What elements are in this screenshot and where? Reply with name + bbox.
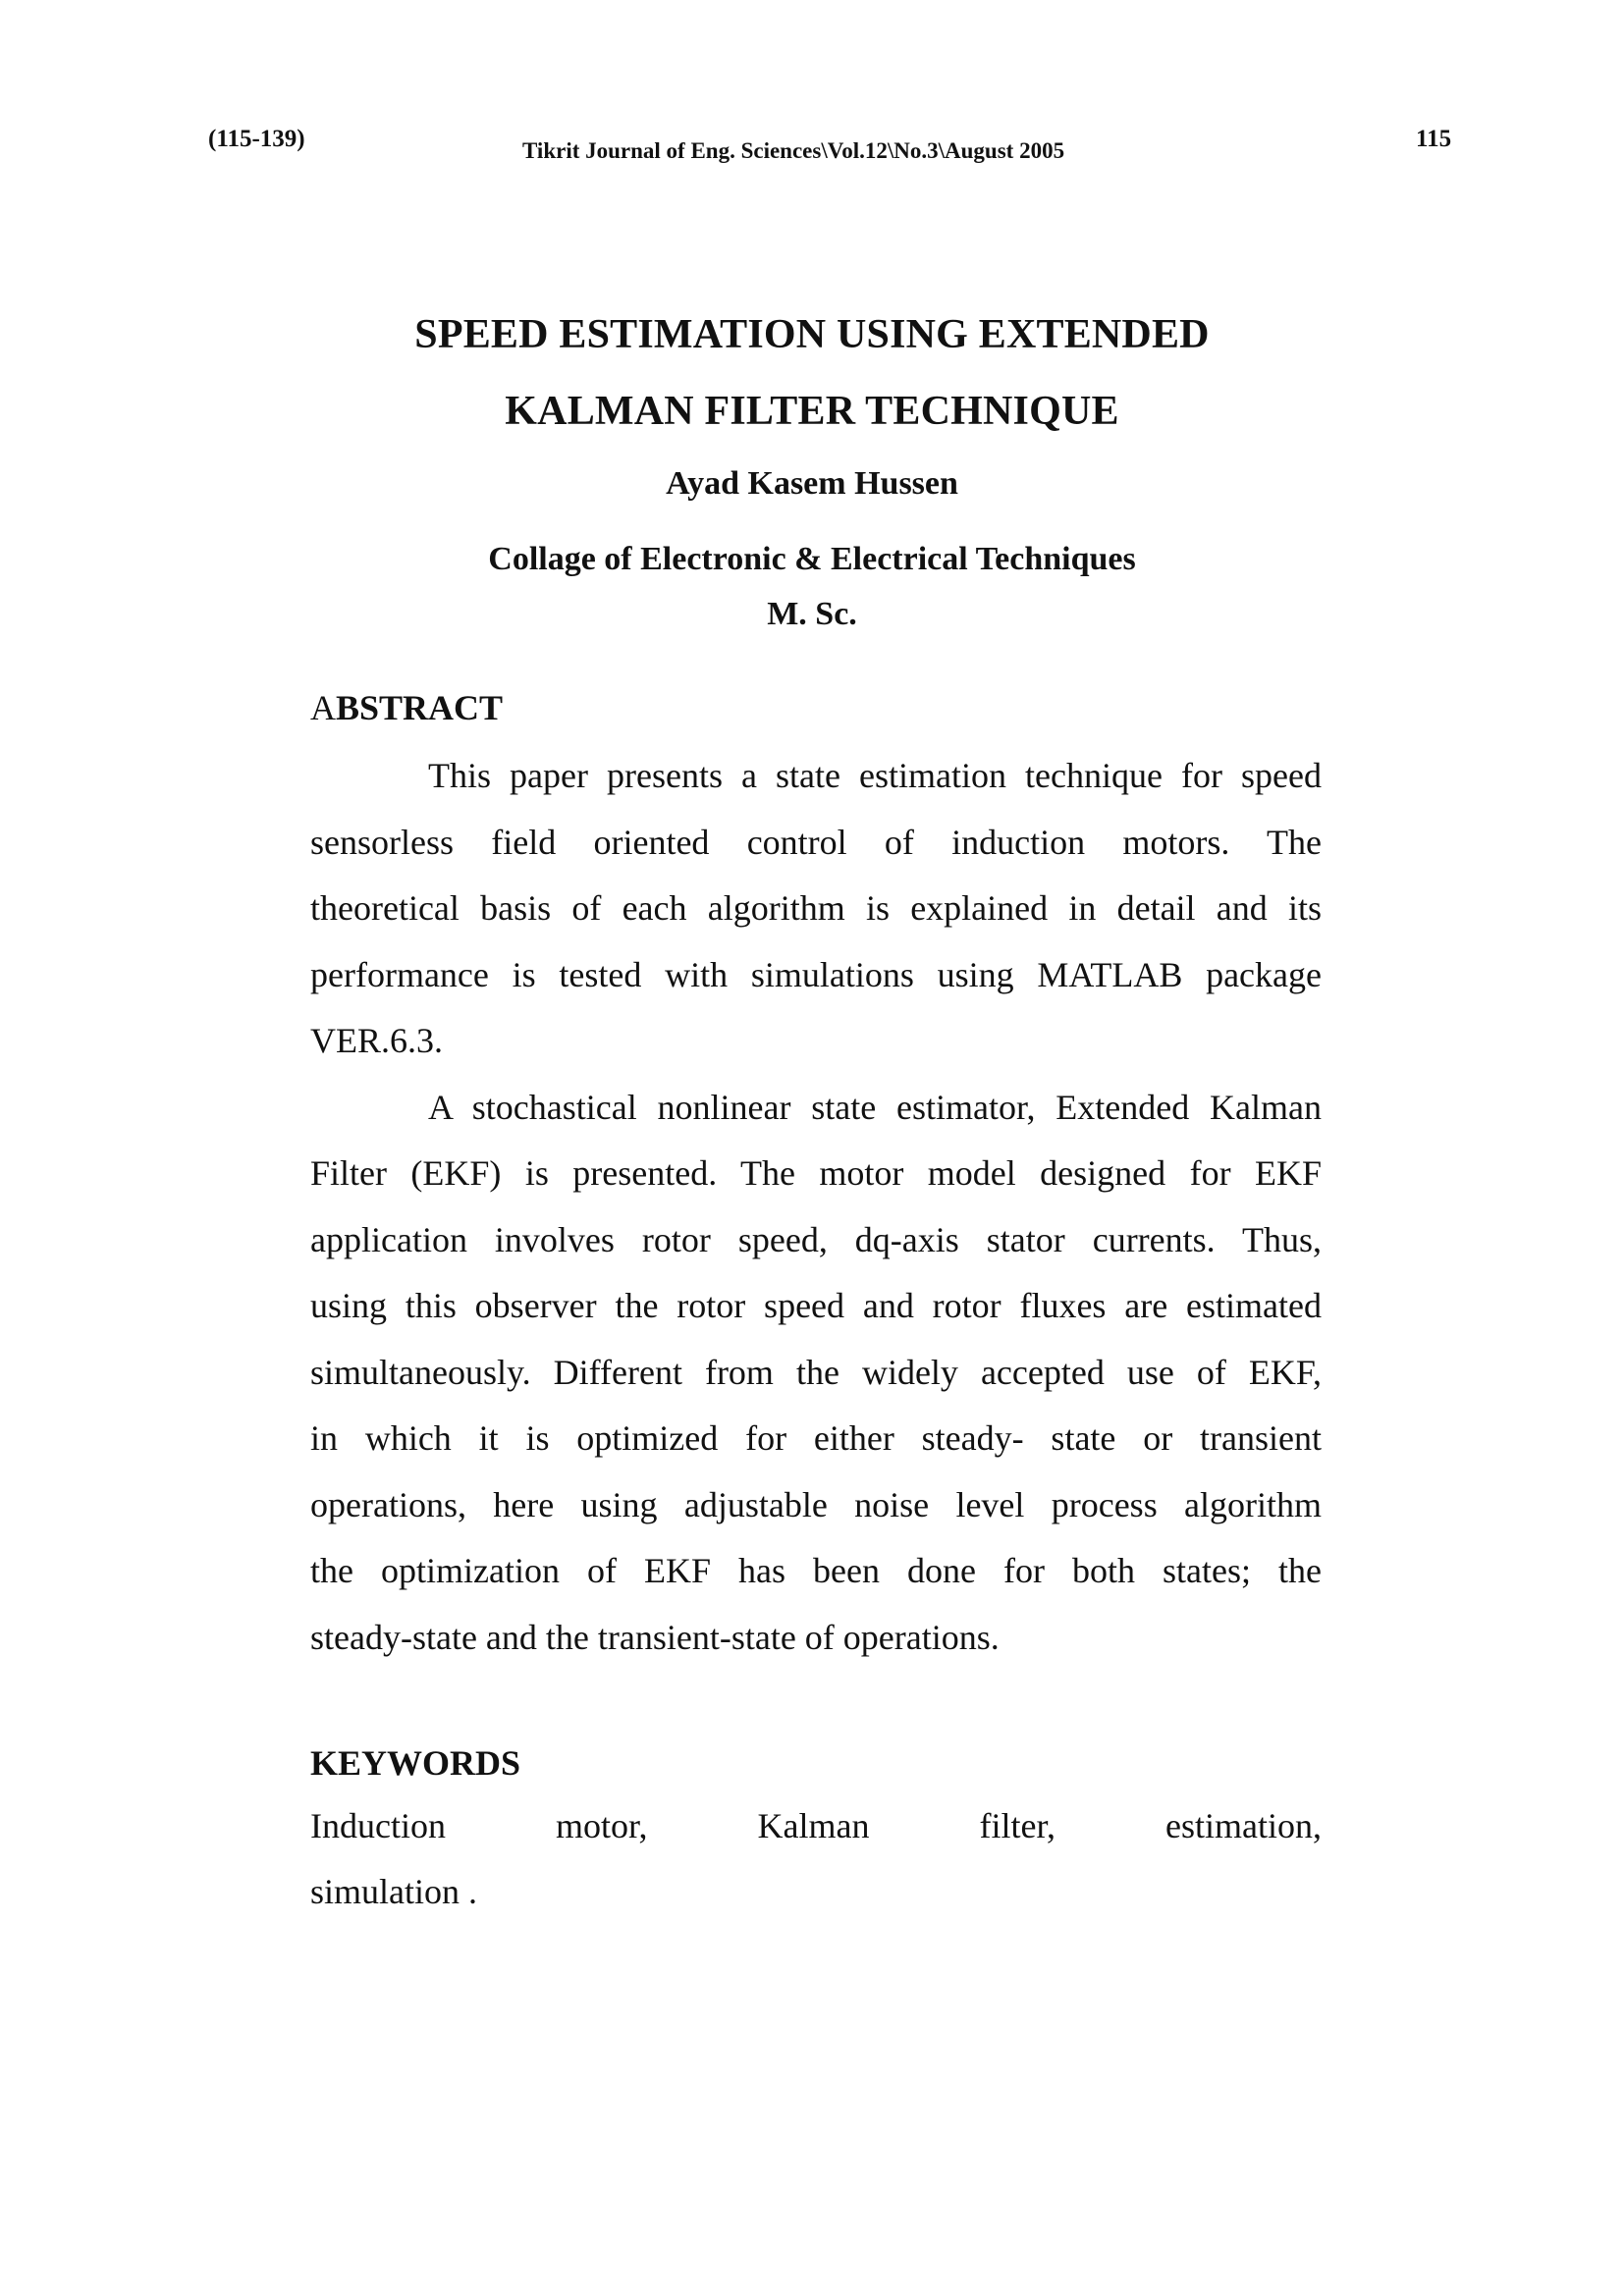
abstract-p2-line-5: simultaneously. Different from the widely accepted use of EKF,	[310, 1353, 1322, 1392]
keywords-line-2: simulation .	[310, 1872, 477, 1911]
abstract-p1-line-3: theoretical basis of each algorithm is explained in detail and its	[310, 888, 1322, 928]
keywords-line-1: Induction motor, Kalman filter, estimation,	[310, 1806, 1322, 1845]
keywords-heading: KEYWORDS	[310, 1743, 521, 1783]
abstract-p2-line-9: steady-state and the transient-state of operations.	[310, 1618, 1000, 1657]
abstract-p2-line-6: in which it is optimized for either steady- state or transient	[310, 1418, 1322, 1458]
abstract-heading-initial: A	[310, 688, 336, 727]
paper-title-line-1: SPEED ESTIMATION USING EXTENDED	[414, 312, 1210, 357]
author-name: Ayad Kasem Hussen	[666, 465, 958, 502]
author-degree: M. Sc.	[767, 596, 857, 632]
header-page-number: 115	[1416, 126, 1452, 152]
abstract-heading	[310, 687, 503, 728]
abstract-p2-line-4: using this observer the rotor speed and rotor fluxes are estimated	[310, 1286, 1322, 1325]
abstract-p1-line-1: This paper presents a state estimation technique for speed	[428, 756, 1322, 795]
header-journal-citation: Tikrit Journal of Eng. Sciences\Vol.12\No.3\August 2005	[522, 138, 1065, 163]
abstract-p2-line-7: operations, here using adjustable noise level process algorithm	[310, 1485, 1322, 1524]
abstract-p2-line-2: Filter (EKF) is presented. The motor model designed for EKF	[310, 1153, 1322, 1193]
abstract-p2-line-8: the optimization of EKF has been done for both states; the	[310, 1551, 1322, 1590]
abstract-p2-line-3: application involves rotor speed, dq-axis stator currents. Thus,	[310, 1220, 1322, 1259]
abstract-p1-line-4: performance is tested with simulations using MATLAB package	[310, 955, 1322, 994]
author-affiliation: Collage of Electronic & Electrical Techniques	[488, 541, 1136, 577]
abstract-heading-rest: BSTRACT	[336, 688, 504, 727]
abstract-p1-line-5: VER.6.3.	[310, 1021, 443, 1060]
paper-title-line-2: KALMAN FILTER TECHNIQUE	[505, 389, 1119, 434]
abstract-p2-line-1: A stochastical nonlinear state estimator, Extended Kalman	[428, 1088, 1322, 1127]
abstract-p1-line-2: sensorless field oriented control of induction motors. The	[310, 823, 1322, 862]
header-page-range: (115-139)	[208, 126, 305, 152]
